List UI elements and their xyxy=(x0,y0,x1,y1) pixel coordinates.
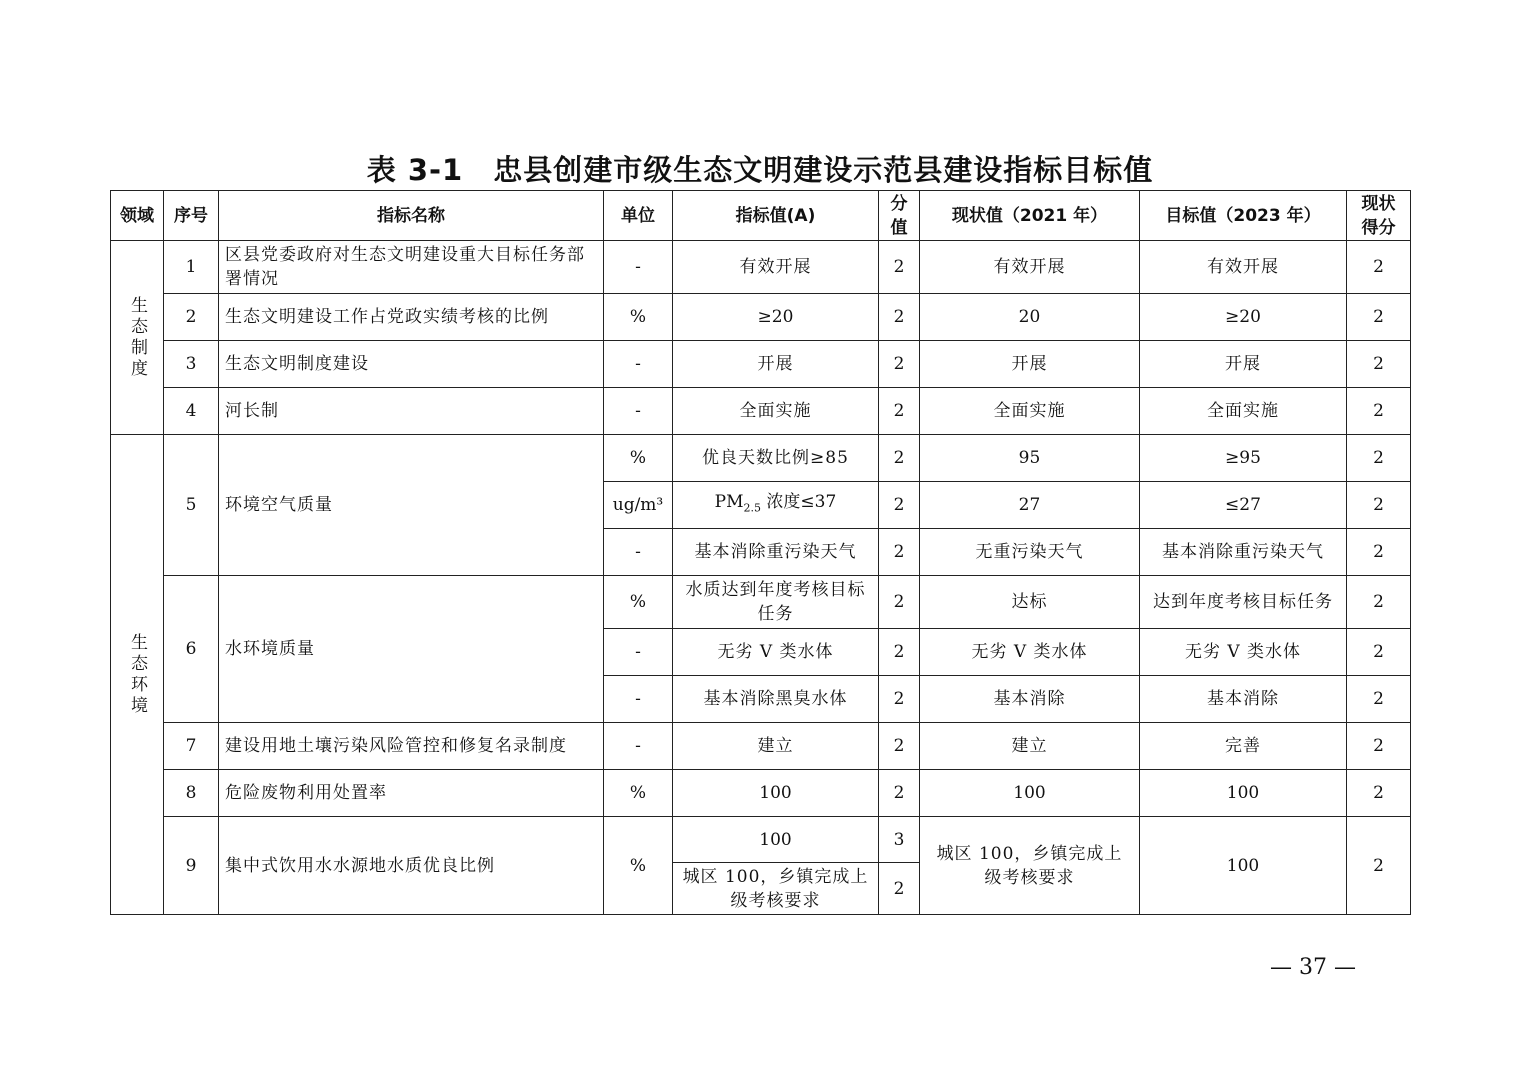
table-row: - 基本消除黑臭水体 2 基本消除 基本消除 2 xyxy=(111,676,1411,723)
table-row: 3 生态文明制度建设 - 开展 2 开展 开展 2 xyxy=(111,341,1411,388)
table-row: ug/m³ $PM_{2.5}$ 浓度≤37 2 27 ≤27 2 xyxy=(111,482,1411,529)
table-row: - 基本消除重污染天气 2 无重污染天气 基本消除重污染天气 2 xyxy=(111,529,1411,576)
table-row: 城区 100，乡镇完成上级考核要求 2 xyxy=(111,863,1411,915)
domain-cell-environment: 生态环境 xyxy=(111,435,164,915)
header-current-score: 现状 得分 xyxy=(1347,191,1411,241)
table-row: 生态环境 5 环境空气质量 % 优良天数比例≥85 2 95 ≥95 2 xyxy=(111,435,1411,482)
table-row: 生态制度 1 区县党委政府对生态文明建设重大目标任务部署情况 - 有效开展 2 有效开展 有效开展 2 xyxy=(111,241,1411,294)
header-name: 指标名称 xyxy=(219,191,604,241)
header-target-a: 指标值(A) xyxy=(673,191,879,241)
table-row: 2 生态文明建设工作占党政实绩考核的比例 % ≥20 2 20 ≥20 2 xyxy=(111,294,1411,341)
table-row: 4 河长制 - 全面实施 2 全面实施 全面实施 2 xyxy=(111,388,1411,435)
table-row: 7 建设用地土壤污染风险管控和修复名录制度 - 建立 2 建立 完善 2 xyxy=(111,723,1411,770)
header-row xyxy=(111,191,1411,241)
header-unit: 单位 xyxy=(604,191,673,241)
page-number: — 37 — xyxy=(1270,955,1356,980)
indicator-table xyxy=(110,190,1411,915)
table-row: 6 水环境质量 % 水质达到年度考核目标任务 2 达标 达到年度考核目标任务 2 xyxy=(111,576,1411,629)
table-row: 9 集中式饮用水水源地水质优良比例 % 100 3 城区 100，乡镇完成上级考核要求 100 2 xyxy=(111,817,1411,863)
header-score: 分 值 xyxy=(879,191,920,241)
pm25-cell: $PM_{2.5}$ 浓度≤37 xyxy=(673,482,879,529)
table-row: - 无劣 V 类水体 2 无劣 V 类水体 无劣 V 类水体 2 xyxy=(111,629,1411,676)
header-goal: 目标值（2023 年） xyxy=(1140,191,1347,241)
header-seq: 序号 xyxy=(164,191,219,241)
header-domain: 领域 xyxy=(111,191,164,241)
table-row: 8 危险废物利用处置率 % 100 2 100 100 2 xyxy=(111,770,1411,817)
domain-cell-system: 生态制度 xyxy=(111,241,164,435)
table-title: 表 3-1 忠县创建市级生态文明建设示范县建设指标目标值 xyxy=(366,153,1154,187)
header-status: 现状值（2021 年） xyxy=(920,191,1140,241)
